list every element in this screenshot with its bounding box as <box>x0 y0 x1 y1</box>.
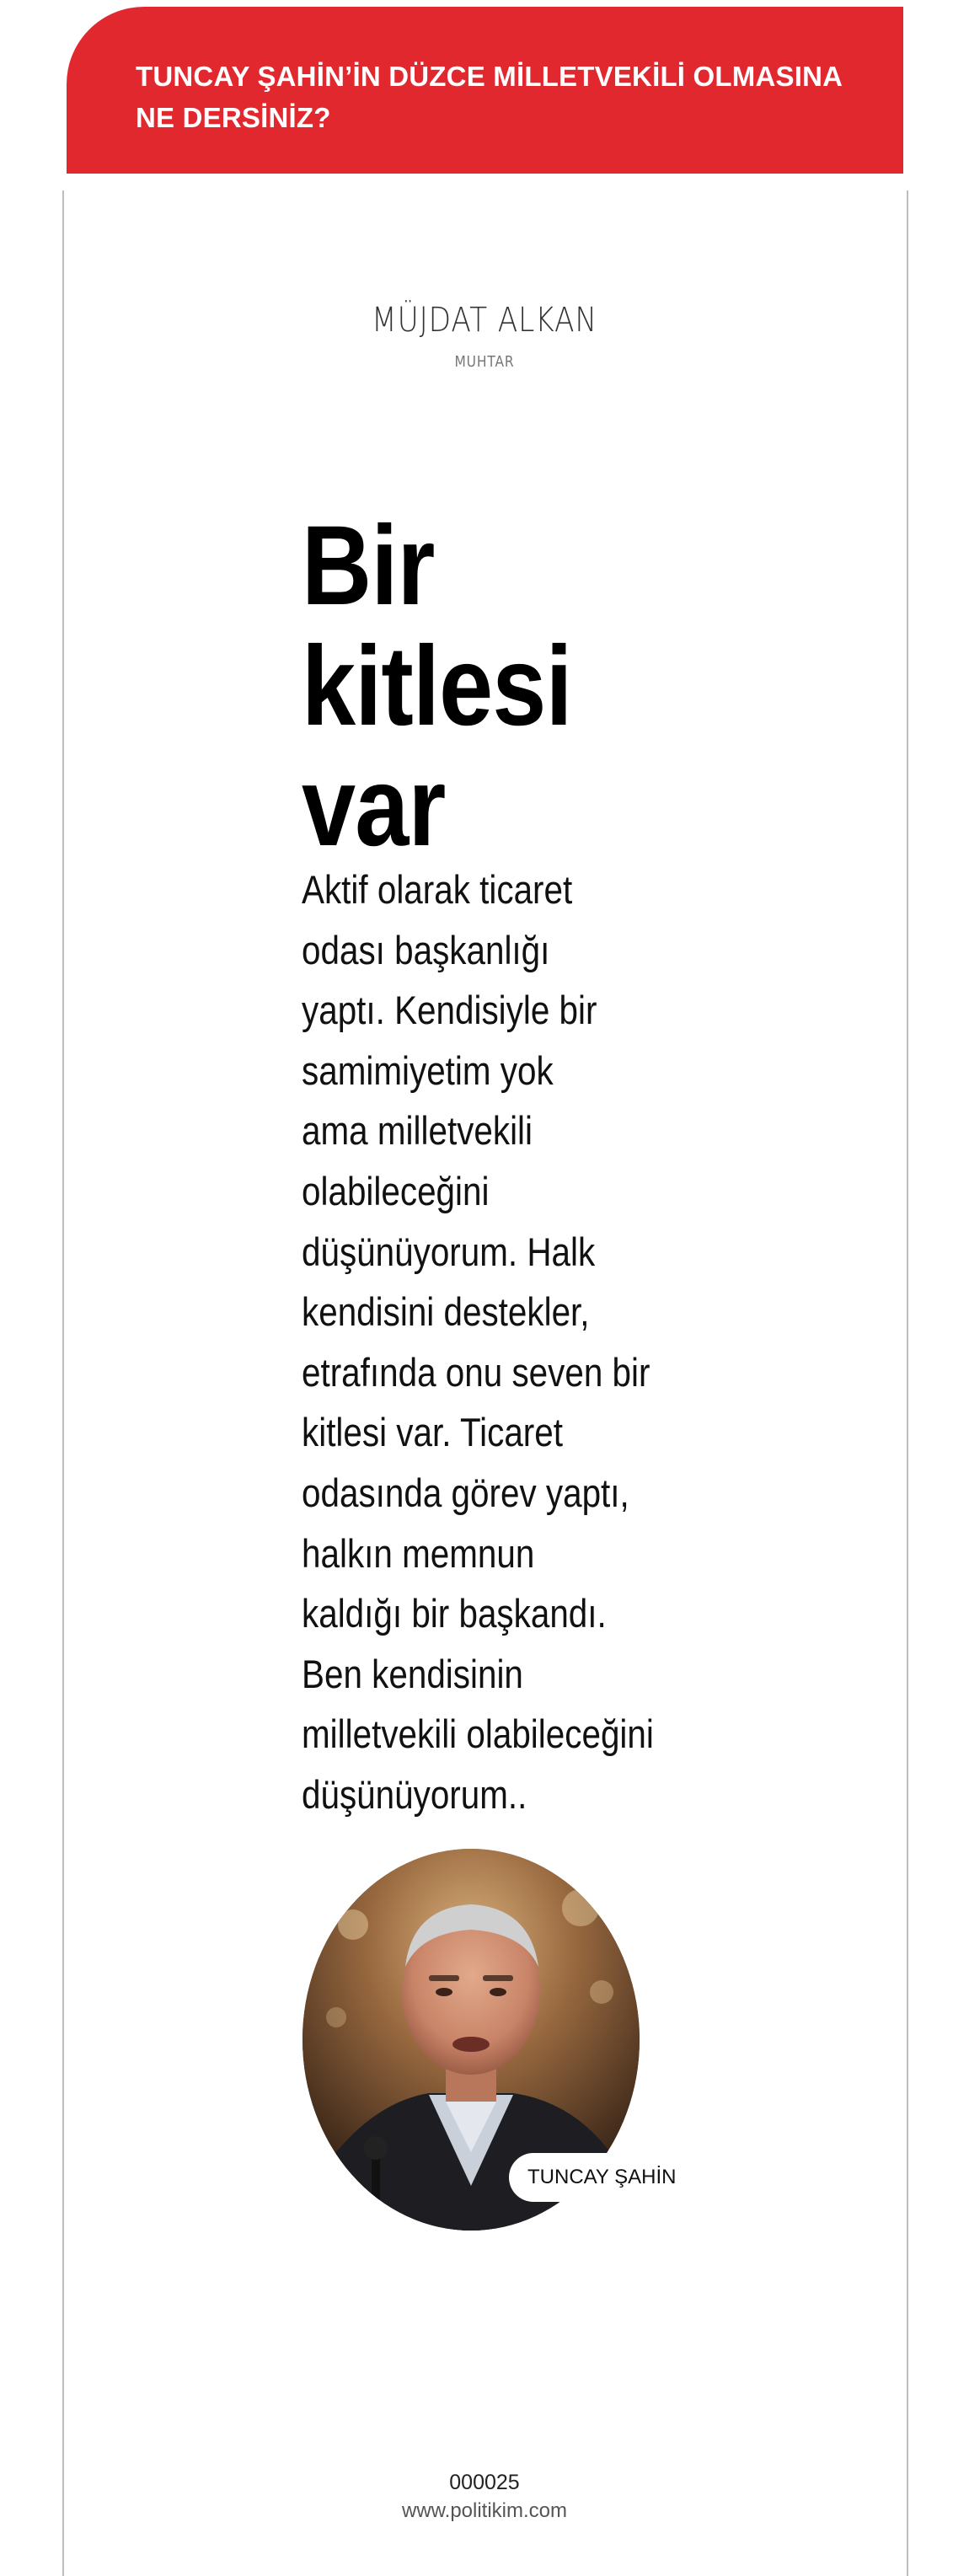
author-role: MUHTAR <box>454 353 515 371</box>
body-line: halkın memnun <box>302 1530 535 1576</box>
banner-title-line-2: NE DERSİNİZ? <box>136 102 331 133</box>
right-border-line <box>907 190 908 2576</box>
headline-line: Bir <box>302 503 435 629</box>
headline-line: kitlesi <box>302 624 572 749</box>
website-url[interactable]: www.politikim.com <box>401 2499 568 2522</box>
banner-title <box>136 56 894 138</box>
banner-title-line-1: TUNCAY ŞAHİN’İN DÜZCE MİLLETVEKİLİ OLMASINA <box>136 61 843 92</box>
body-line: samimiyetim yok <box>302 1047 554 1093</box>
body-line: olabileceğini <box>302 1168 490 1213</box>
body-line: odası başkanlığı <box>302 927 550 972</box>
body-line: ama milletvekili <box>302 1108 533 1154</box>
body-line: Aktif olarak ticaret <box>302 867 573 912</box>
body-line: etrafında onu seven bir <box>302 1349 650 1395</box>
photo-caption-tag: TUNCAY ŞAHİN <box>509 2153 682 2202</box>
body-line: odasında görev yaptı, <box>302 1470 629 1515</box>
body-line: düşünüyorum.. <box>302 1771 527 1817</box>
article-body <box>302 860 678 1825</box>
body-line: düşünüyorum. Halk <box>302 1229 596 1274</box>
body-line: milletvekili olabileceğini <box>302 1711 654 1757</box>
article-headline <box>302 503 606 870</box>
body-line: kendisini destekler, <box>302 1289 590 1335</box>
page-code: 000025 <box>449 2471 520 2494</box>
headline-line: var <box>302 744 446 870</box>
author-name: MÜJDAT ALKAN <box>372 301 597 340</box>
header-banner <box>67 7 903 174</box>
left-border-line <box>62 190 64 2576</box>
body-line: Ben kendisinin <box>302 1651 523 1696</box>
body-line: kaldığı bir başkandı. <box>302 1591 607 1636</box>
body-line: yaptı. Kendisiyle bir <box>302 988 597 1033</box>
body-line: kitlesi var. Ticaret <box>302 1410 563 1455</box>
